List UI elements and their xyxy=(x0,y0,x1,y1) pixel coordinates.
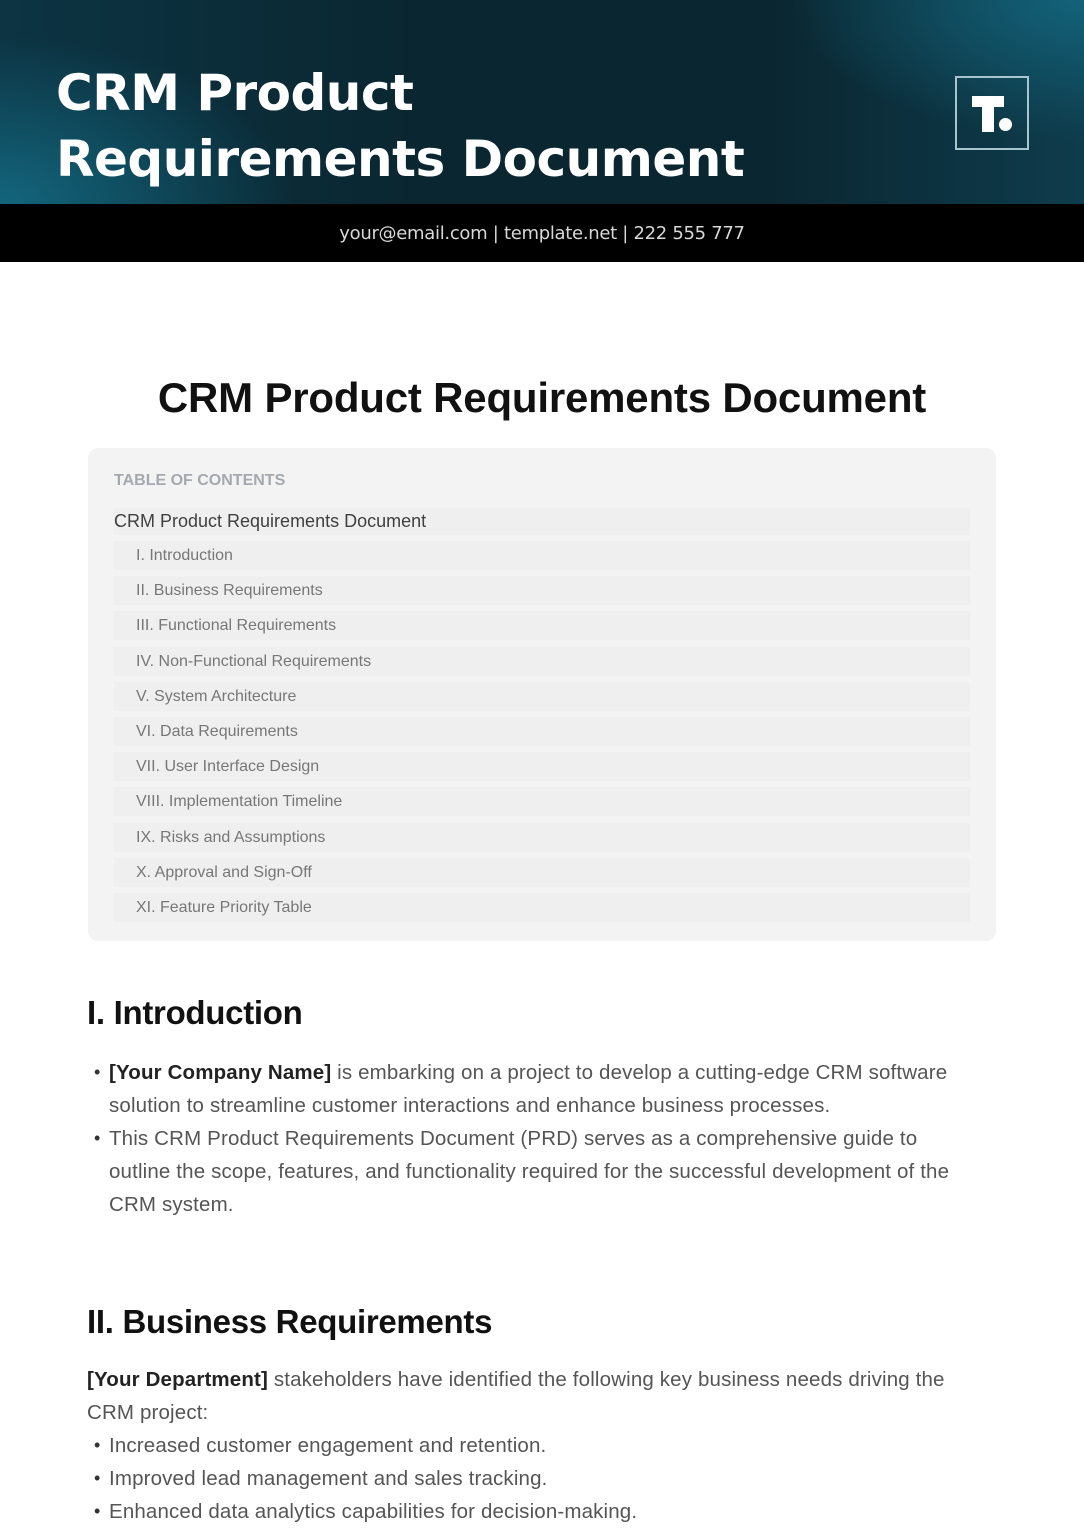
toc-main-entry[interactable]: CRM Product Requirements Document xyxy=(114,508,970,535)
toc-item-system-architecture[interactable]: V. System Architecture xyxy=(114,682,970,711)
toc-item-feature-priority-table[interactable]: XI. Feature Priority Table xyxy=(114,893,970,922)
business-needs-list xyxy=(94,1429,994,1528)
toc-item-implementation-timeline[interactable]: VIII. Implementation Timeline xyxy=(114,787,970,816)
department-placeholder: [Your Department] xyxy=(87,1368,268,1391)
business-need-item: • Enhanced data analytics capabilities for decision-making. xyxy=(94,1495,994,1528)
toc-item-data-requirements[interactable]: VI. Data Requirements xyxy=(114,717,970,746)
banner-title xyxy=(56,60,744,192)
toc-item-introduction[interactable]: I. Introduction xyxy=(114,541,970,570)
template-net-logo-icon xyxy=(955,76,1029,150)
toc-item-business-requirements[interactable]: II. Business Requirements xyxy=(114,576,970,605)
header-banner xyxy=(0,0,1084,204)
document-title: CRM Product Requirements Document xyxy=(157,374,927,421)
section-heading-introduction: I. Introduction xyxy=(87,994,303,1031)
table-of-contents xyxy=(88,448,996,941)
toc-item-non-functional-requirements[interactable]: IV. Non-Functional Requirements xyxy=(114,647,970,676)
toc-item-functional-requirements[interactable]: III. Functional Requirements xyxy=(114,611,970,640)
toc-item-user-interface-design[interactable]: VII. User Interface Design xyxy=(114,752,970,781)
paragraph-text: stakeholders have identified the following key business needs driving the CRM project: xyxy=(87,1368,945,1424)
introduction-bullet xyxy=(94,1056,974,1122)
section-heading-business-requirements: II. Business Requirements xyxy=(87,1303,493,1340)
toc-heading: TABLE OF CONTENTS xyxy=(114,472,286,489)
business-intro-paragraph xyxy=(87,1363,967,1429)
business-need-item: • Improved lead management and sales tracking. xyxy=(94,1462,994,1495)
bullet-text: is embarking on a project to develop a cutting-edge CRM software solution to streamline customer interactions and enhance business processes. xyxy=(109,1061,948,1117)
banner-title-line-1: CRM Product xyxy=(56,64,414,122)
toc-list xyxy=(114,541,970,928)
introduction-bullet-list xyxy=(94,1056,974,1221)
logo-t-glyph xyxy=(972,94,1012,132)
company-name-placeholder: [Your Company Name] xyxy=(109,1061,332,1084)
contact-info: your@email.com | template.net | 222 555 777 xyxy=(339,222,745,244)
contact-bar xyxy=(0,204,1084,262)
toc-item-approval-and-sign-off[interactable]: X. Approval and Sign-Off xyxy=(114,858,970,887)
business-need-item: • Increased customer engagement and retention. xyxy=(94,1429,994,1462)
banner-title-line-2: Requirements Document xyxy=(56,130,745,188)
introduction-bullet xyxy=(94,1122,974,1221)
bullet-text: This CRM Product Requirements Document (PRD) serves as a comprehensive guide to outline the scope, features, and functionality required for the successful development of the CRM system. xyxy=(109,1127,950,1216)
toc-item-risks-and-assumptions[interactable]: IX. Risks and Assumptions xyxy=(114,823,970,852)
